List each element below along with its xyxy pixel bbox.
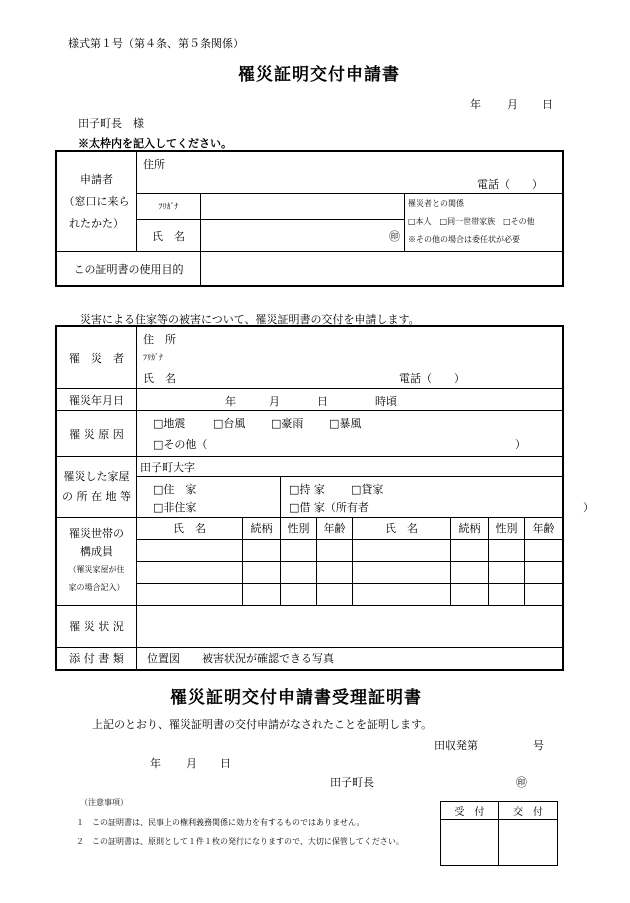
- household-cell[interactable]: [525, 539, 563, 561]
- household-cell[interactable]: [137, 539, 243, 561]
- col-name-1: 氏 名: [137, 517, 243, 539]
- receipt-year: 年: [150, 757, 161, 770]
- relation-title: 罹災者との関係: [408, 199, 464, 208]
- cause-storm[interactable]: □暴風: [329, 417, 362, 431]
- household-cell[interactable]: [317, 539, 353, 561]
- household-cell[interactable]: [451, 539, 489, 561]
- applicant-relation-cell[interactable]: [405, 194, 563, 252]
- receipt-seal: ㊞: [516, 776, 527, 789]
- damage-label: 罹 災 状 況: [57, 605, 137, 647]
- opt-residence[interactable]: □住 家: [153, 483, 197, 497]
- household-cell[interactable]: [281, 583, 317, 605]
- disaster-date-cell[interactable]: [137, 389, 563, 411]
- victim-label: 罹 災 者: [57, 327, 137, 389]
- opt-owned[interactable]: □持 家: [289, 483, 325, 497]
- victim-cell[interactable]: [137, 327, 563, 389]
- applicant-furigana-label: ﾌﾘｶﾞﾅ: [137, 194, 201, 220]
- household-cell[interactable]: [451, 561, 489, 583]
- receipt-mayor: 田子町長: [330, 776, 374, 789]
- col-age-1: 年齢: [317, 517, 353, 539]
- location-label: 罹災した家屋 の 所 在 地 等: [57, 457, 137, 517]
- applicant-name-label: 氏 名: [137, 220, 201, 252]
- col-relation-2: 続柄: [451, 517, 489, 539]
- col-gender-1: 性別: [281, 517, 317, 539]
- household-cell[interactable]: [525, 583, 563, 605]
- applicant-address-cell[interactable]: [137, 152, 563, 194]
- instruction: ※太枠内を記入してください。: [78, 137, 232, 150]
- disaster-year: 年: [225, 395, 236, 409]
- stamp-issued-box[interactable]: [499, 820, 558, 866]
- location-address-cell[interactable]: [137, 457, 563, 477]
- receipt-doc-number: 田収発第 号: [434, 739, 544, 752]
- form-number: 様式第１号（第４条、第５条関係）: [68, 37, 244, 50]
- household-cell[interactable]: [489, 539, 525, 561]
- relation-options: □本人 □同一世帯家族 □その他: [408, 217, 535, 226]
- disaster-table: [56, 326, 594, 670]
- household-cell[interactable]: [353, 561, 451, 583]
- date-day: 日: [542, 98, 553, 111]
- applicant-furigana-field[interactable]: [201, 194, 405, 220]
- purpose-field[interactable]: [201, 252, 563, 286]
- household-cell[interactable]: [281, 561, 317, 583]
- location-ownership-cell[interactable]: [281, 477, 594, 517]
- date-year: 年: [470, 98, 481, 111]
- applicant-label: 申請者 （窓口に来ら れたかた）: [57, 152, 137, 252]
- household-cell[interactable]: [317, 583, 353, 605]
- receipt-statement: 上記のとおり、罹災証明書の交付申請がなされたことを証明します。: [92, 718, 433, 731]
- cause-label: 罹 災 原 因: [57, 411, 137, 457]
- col-age-2: 年齢: [525, 517, 563, 539]
- notes-title: （注意事項）: [80, 798, 128, 807]
- household-cell[interactable]: [489, 583, 525, 605]
- victim-phone-label: 電話（ ）: [399, 372, 465, 385]
- disaster-month: 月: [269, 395, 280, 409]
- opt-non-residence[interactable]: □非住家: [153, 501, 197, 515]
- household-cell[interactable]: [281, 539, 317, 561]
- household-cell[interactable]: [243, 539, 281, 561]
- date-month: 月: [507, 98, 518, 111]
- col-relation-1: 続柄: [243, 517, 281, 539]
- location-type-cell[interactable]: [137, 477, 281, 517]
- attachments-value: 位置図 被害状況が確認できる写真: [137, 647, 563, 669]
- opt-rented[interactable]: □貸家: [351, 483, 384, 497]
- damage-field[interactable]: [137, 605, 563, 647]
- household-label: 罹災世帯の 構成員 （罹災家屋が住 家の場合記入）: [57, 517, 137, 605]
- applicant-address-label: 住所: [143, 158, 165, 171]
- purpose-label: この証明書の使用目的: [57, 252, 201, 286]
- household-cell[interactable]: [137, 583, 243, 605]
- page-title: 罹災証明交付申請書: [238, 65, 400, 85]
- household-cell[interactable]: [353, 539, 451, 561]
- receipt-day: 日: [220, 757, 231, 770]
- household-cell[interactable]: [353, 583, 451, 605]
- receipt-month: 月: [186, 757, 197, 770]
- receipt-title: 罹災証明交付申請書受理証明書: [170, 688, 422, 708]
- cause-heavy-rain[interactable]: □豪雨: [271, 417, 304, 431]
- col-name-2: 氏 名: [353, 517, 451, 539]
- victim-address-label: 住 所: [143, 333, 176, 346]
- addressee: 田子町長 様: [78, 117, 144, 130]
- note-2: ２ この証明書は、原則として１件１枚の発行になりますので、大切に保管してください。: [76, 837, 404, 846]
- cause-earthquake[interactable]: □地震: [153, 417, 186, 431]
- household-cell[interactable]: [243, 583, 281, 605]
- applicant-table: [56, 151, 563, 286]
- col-gender-2: 性別: [489, 517, 525, 539]
- applicant-phone-label: 電話（ ）: [477, 178, 543, 191]
- applicant-seal: ㊞: [389, 230, 400, 243]
- attachments-label: 添 付 書 類: [57, 647, 137, 669]
- location-address-prefix: 田子町大字: [140, 460, 195, 474]
- cause-cell[interactable]: [137, 411, 563, 457]
- household-cell[interactable]: [137, 561, 243, 583]
- household-cell[interactable]: [451, 583, 489, 605]
- stamp-issued-label: 交 付: [499, 802, 558, 820]
- victim-furigana-label: ﾌﾘｶﾞﾅ: [143, 353, 163, 362]
- household-cell[interactable]: [489, 561, 525, 583]
- relation-note: ※その他の場合は委任状が必要: [408, 235, 520, 244]
- cause-close-paren: ）: [515, 438, 526, 452]
- stamp-received-label: 受 付: [441, 802, 499, 820]
- disaster-time: 時頃: [375, 395, 397, 409]
- applicant-name-field[interactable]: [201, 220, 405, 252]
- request-sentence: 災害による住家等の被害について、罹災証明書の交付を申請します。: [80, 313, 420, 326]
- stamp-received-box[interactable]: [441, 820, 499, 866]
- borrowed-close-paren: ）: [583, 501, 594, 515]
- disaster-day: 日: [317, 395, 328, 409]
- victim-name-label: 氏 名: [143, 372, 176, 385]
- household-cell[interactable]: [243, 561, 281, 583]
- cause-typhoon[interactable]: □台風: [213, 417, 246, 431]
- cause-other[interactable]: □その他（: [153, 438, 208, 452]
- household-cell[interactable]: [317, 561, 353, 583]
- disaster-date-label: 罹災年月日: [57, 389, 137, 411]
- household-cell[interactable]: [525, 561, 563, 583]
- opt-borrowed[interactable]: □借 家（所有者: [289, 501, 369, 515]
- note-1: １ この証明書は、民事上の権利義務関係に効力を有するものではありません。: [76, 818, 365, 827]
- stamp-table: [440, 801, 558, 866]
